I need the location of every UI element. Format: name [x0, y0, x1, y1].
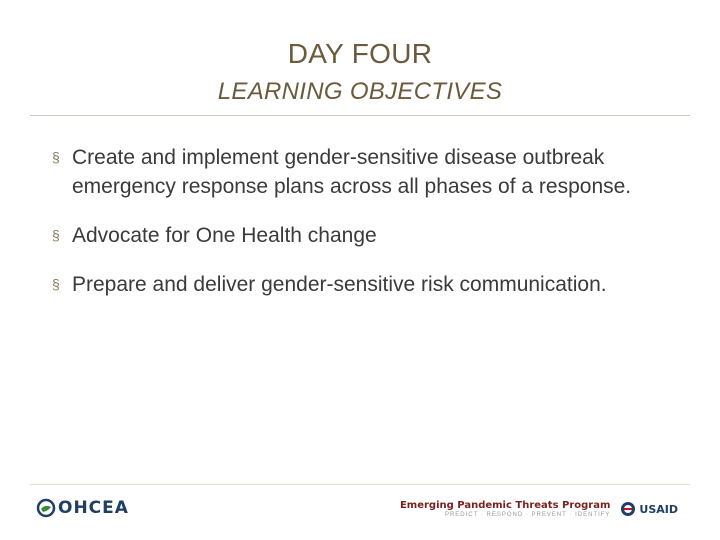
ept-logo-tagline: PREDICT · RESPOND · PREVENT · IDENTIFY [444, 512, 611, 518]
ept-logo [400, 500, 610, 518]
objective-item-2 [52, 221, 672, 250]
objective-text: Advocate for One Health change [72, 224, 377, 247]
objectives-list [52, 143, 672, 319]
bullet-marker: § [52, 276, 60, 292]
ohcea-logo-text: OHCEA [58, 498, 129, 518]
objective-item-1 [52, 143, 672, 201]
ept-logo-title: Emerging Pandemic Threats Program [399, 500, 611, 511]
header-divider [30, 115, 690, 116]
objective-text: Create and implement gender-sensitive disease outbreak emergency response plans across all phases of a response. [72, 146, 632, 198]
usaid-logo [620, 501, 678, 517]
slide-subtitle: LEARNING OBJECTIVES [217, 78, 503, 105]
objective-item-3 [52, 270, 672, 299]
usaid-logo-text: USAID [639, 502, 678, 516]
footer-divider [30, 484, 690, 485]
bullet-marker: § [52, 227, 60, 243]
slide-title: DAY FOUR [287, 38, 433, 69]
usaid-seal-icon [620, 501, 636, 517]
globe-icon [36, 498, 56, 518]
bullet-marker: § [52, 149, 60, 165]
partner-logos [400, 497, 678, 521]
ohcea-logo [36, 496, 129, 520]
objective-text: Prepare and deliver gender-sensitive risk communication. [72, 273, 607, 296]
